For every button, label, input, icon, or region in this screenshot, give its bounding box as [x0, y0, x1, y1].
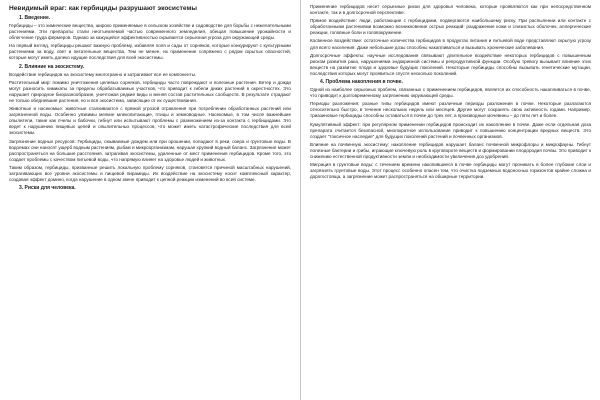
paragraph: Кумулятивный эффект: при регулярном применении гербицидов происходит их накопление в почве. Даже если отдельная доза препарата считается безопасной, многократное использование приводит к повышению концентрации вредных веществ. Это создает "токсичное наследие" для будущих поколений растений и почвенных организмов. [310, 121, 591, 139]
paragraph: Влияние на почвенную экосистему: накопление гербицидов нарушает баланс почвенной микрофлоры и микрофауны. Гибнут полезные бактерии и грибы, играющие ключевую роль в круговороте веществ и формировании плодородия почвы. Это приводит к снижению естественной продуктивности земли и необходимости увеличения доз удобрений. [310, 141, 591, 159]
paragraph: На первый взгляд, гербициды решают важную проблему, избавляя поля и сады от сорняков, которые конкурируют с культурными растениями за воду, свет и питательные вещества. Тем не менее, их применение сопряжено с рядом скрытых опасностей, которые могут иметь далеко идущие последствия для всей экосистемы. [9, 43, 291, 61]
paragraph: Прямое воздействие: люди, работающие с гербицидами, подвергаются наибольшему риску. При распылении или контакте с обработанными растениями возможно возникновение острых реакций: раздражение кожи и слизистых оболочек, аллергические реакции, головные боли и головокружение. [310, 18, 591, 36]
paragraph: Миграция в грунтовые воды: с течением времени накопившиеся в почве гербициды могут проникать в более глубокие слои и загрязнять грунтовые воды. Этот процесс особенно опасен тем, что очистка подземных водоносных горизонтов крайне сложна и дорогостояща, а загрязнение может распространяться на обширные территории. [310, 162, 591, 180]
paragraph: Животные и насекомые: животные сталкиваются с прямой угрозой отравления при потреблении обработанных растений или загрязненной воды. Особенно уязвимы мелкие млекопитающие, птицы и земноводные. Насекомые, в том числе важнейшие опылители, такие как пчелы и бабочки, гибнут или испытывают проблемы с размножением из-за контакта с гербицидами. Это ведет к нарушению пищевых цепей и опылительных процессов, что может иметь катастрофические последствия для всей экосистемы. [9, 106, 291, 136]
paragraph: Таким образом, гербициды, призванные решить локальную проблему сорняков, становятся причиной масштабных нарушений, затрагивающих все уровни экосистемы и пищевой пирамиды. Их воздействие на экосистему носит комплексный характер, создавая эффект домино, когда нарушение в одном звене приводит к цепной реакции изменений во всей системе. [9, 164, 291, 183]
section-heading: 1. Введение. [19, 15, 51, 21]
paragraph: Загрязнение водных ресурсов: Гербициды, смываемые дождем или при орошении, попадают в реки, озера и грунтовые воды. В водоемах они наносят ущерб водным растениям, рыбам и микроорганизмам, нарушая хрупкий водный баланс. Загрязнение может распространяться на большие расстояния, затрагивая экосистемы, удаленные от мест применения гербицидов. Кроме того, это создает проблемы с качеством питьевой воды, что напрямую влияет на здоровье людей и животных. [9, 138, 291, 162]
paragraph: Гербициды – это химические вещества, широко применяемые в сельском хозяйстве и садоводстве для борьбы с нежелательными растениями. Эти препараты стали неотъемлемой частью современного земледелия, обещая повышение урожайности и облегчение труда фермеров. Однако за кажущейся эффективностью скрывается серьезная угроза для окружающей среды. [9, 23, 291, 41]
paragraph: Периоды разложения: разные типы гербицидов имеют различные периоды разложения в почве. Некоторые разлагаются относительно быстро, в течение нескольких недель или месяцев. Другие могут сохранять свою активность годами. Например, триазиновые гербициды способны оставаться в почве до трех лет, а производные мочевины – до пяти лет и более. [310, 101, 591, 119]
paragraph: Растительный мир: помимо уничтожения целевых сорняков, гербициды часто повреждают и полезные растения. Ветер и дожди могут разносить химикаты за пределы обрабатываемых участков, что приводит к гибели диких растений в окрестностях. Это нарушает природное биоразнообразие, уничтожая редкие виды и меняя состав растительных сообществ. В результате страдают не только обедневшие растения, но и вся экосистема, зависящие от их существования. [9, 79, 291, 103]
paragraph: Косвенное воздействие: остаточные количества гербицидов в продуктах питания и питьевой воде представляют скрытую угрозу для всего населения. Даже небольшие дозы способны накапливаться и вызывать хронические заболевания. [310, 38, 591, 50]
document-title: Невидимый враг: как гербициды разрушают экосистемы [9, 5, 197, 12]
section-heading: 2. Влияние на экосистему. [19, 63, 85, 70]
paragraph: Одной из наиболее серьезных проблем, связанных с применением гербицидов, является их способность накапливаться в почве, что приводит к долговременному загрязнению окружающей среды. [310, 87, 591, 99]
section-heading: 4. Проблема накопления в почве. [320, 79, 403, 86]
left-page-content [9, 15, 291, 192]
right-page[interactable] [301, 0, 600, 400]
paragraph: Применение гербицидов несет серьезные риски для здоровья человека, которые проявляются как при непосредственном контакте, так и в долгосрочной перспективе. [310, 4, 591, 16]
paragraph: Воздействие гербицидов на экосистему многогранно и затрагивает все ее компоненты. [9, 71, 197, 77]
section-heading: 3. Риски для человека. [19, 185, 76, 192]
right-page-content [310, 4, 591, 180]
paragraph: Долгосрочные эффекты: научные исследования связывают длительное воздействие некоторых гербицидов с повышенным риском развития рака, нарушениями эндокринной системы и репродуктивной функции. Особую тревогу вызывает влияние этих веществ на развитие плода и здоровье будущих поколений. Некоторые гербициды способны вызывать генетические мутации, последствия которых могут проявиться спустя несколько поколений. [310, 52, 591, 76]
